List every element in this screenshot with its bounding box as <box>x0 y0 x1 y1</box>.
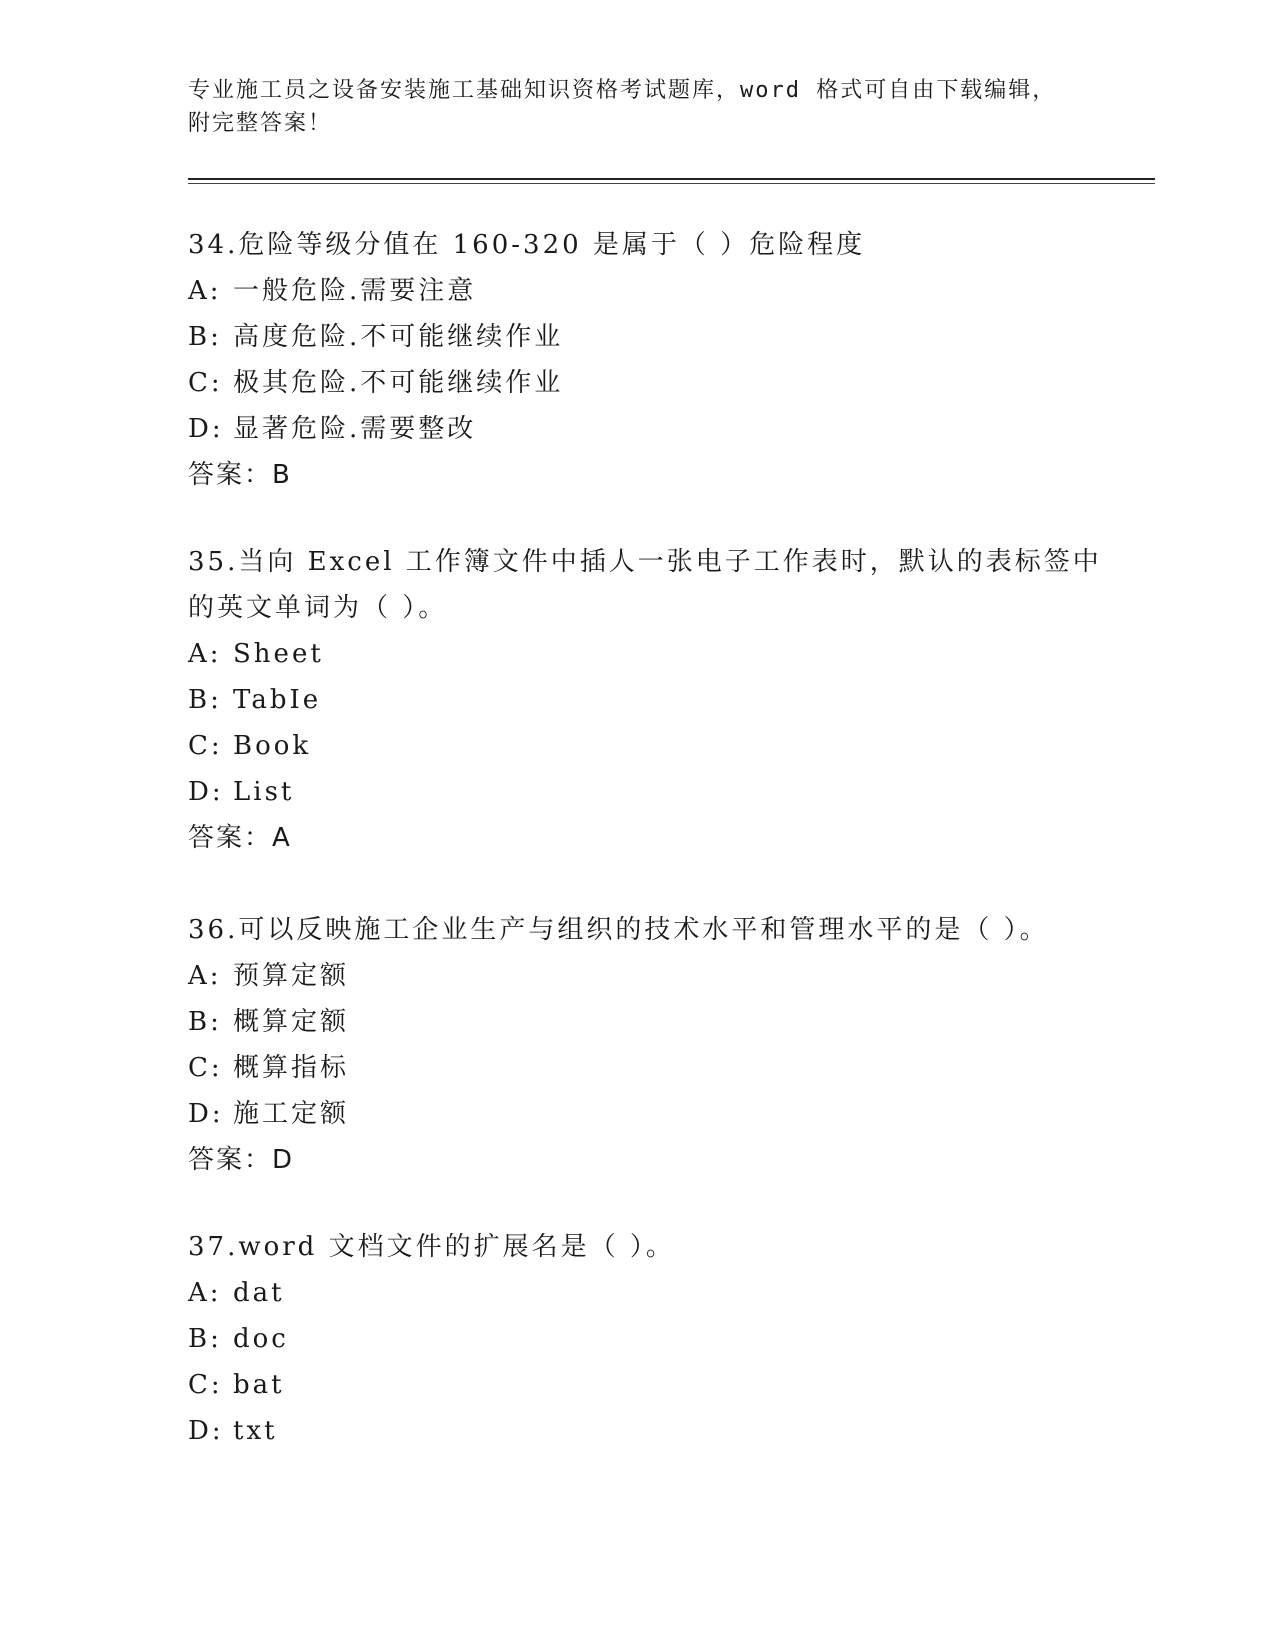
option-text: 概算定额 <box>233 1007 350 1037</box>
option-b <box>188 1316 1088 1362</box>
header-divider-thick <box>188 178 1155 180</box>
option-d <box>188 769 1088 815</box>
option-letter: A: <box>188 1278 222 1308</box>
option-letter: C: <box>188 1053 223 1083</box>
option-letter: A: <box>188 961 222 991</box>
option-letter: D: <box>188 414 224 444</box>
option-letter: C: <box>188 368 223 398</box>
question-36 <box>188 907 1088 1183</box>
option-b <box>188 314 1088 360</box>
option-text: dat <box>233 1278 285 1308</box>
option-letter: B: <box>188 1007 222 1037</box>
option-c <box>188 723 1088 769</box>
option-text: 极其危险.不可能继续作业 <box>233 368 564 398</box>
option-letter: B: <box>188 1324 222 1354</box>
option-letter: A: <box>188 639 222 669</box>
header-line-2: 附完整答案！ <box>188 111 333 136</box>
option-letter: C: <box>188 731 223 761</box>
option-c <box>188 360 1088 406</box>
option-letter: D: <box>188 1416 224 1446</box>
option-a <box>188 1270 1088 1316</box>
answer-line: 答案：A <box>188 823 292 853</box>
question-stem-continued: 的英文单词为（ ）。 <box>188 593 448 623</box>
option-letter: A: <box>188 276 222 306</box>
question-stem: 34.危险等级分值在 160-320 是属于（ ）危险程度 <box>188 230 866 260</box>
question-stem: 36.可以反映施工企业生产与组织的技术水平和管理水平的是（ ）。 <box>188 915 1049 945</box>
option-text: 显著危险.需要整改 <box>233 414 477 444</box>
option-d <box>188 1091 1088 1137</box>
option-text: doc <box>233 1324 289 1354</box>
option-text: 预算定额 <box>233 961 350 991</box>
option-d <box>188 1408 1088 1454</box>
option-text: 概算指标 <box>233 1053 350 1083</box>
option-a <box>188 953 1088 999</box>
option-a <box>188 268 1088 314</box>
option-text: Sheet <box>233 639 324 669</box>
question-stem: 35.当向 Excel 工作簿文件中插人一张电子工作表时，默认的表标签中 <box>188 547 1102 577</box>
option-letter: B: <box>188 685 222 715</box>
option-a <box>188 631 1088 677</box>
question-37 <box>188 1224 1088 1454</box>
option-letter: D: <box>188 1099 224 1129</box>
option-d <box>188 406 1088 452</box>
header-line-1: 专业施工员之设备安装施工基础知识资格考试题库，word 格式可自由下载编辑， <box>188 78 1057 103</box>
question-stem: 37.word 文档文件的扩展名是（ ）。 <box>188 1232 675 1262</box>
question-34 <box>188 222 1088 498</box>
option-c <box>188 1362 1088 1408</box>
option-letter: B: <box>188 322 222 352</box>
answer-line: 答案：B <box>188 460 292 490</box>
option-text: 高度危险.不可能继续作业 <box>233 322 564 352</box>
option-text: txt <box>233 1416 278 1446</box>
header-divider-thin <box>188 183 1155 184</box>
option-text: List <box>233 777 295 807</box>
option-text: TabIe <box>233 685 322 715</box>
document-header <box>188 74 1088 140</box>
option-letter: C: <box>188 1370 223 1400</box>
option-text: 一般危险.需要注意 <box>233 276 477 306</box>
question-35 <box>188 539 1102 861</box>
option-text: 施工定额 <box>233 1099 350 1129</box>
option-b <box>188 677 1088 723</box>
option-letter: D: <box>188 777 224 807</box>
option-text: Book <box>233 731 312 761</box>
option-b <box>188 999 1088 1045</box>
option-text: bat <box>233 1370 285 1400</box>
option-c <box>188 1045 1088 1091</box>
answer-line: 答案：D <box>188 1145 295 1175</box>
